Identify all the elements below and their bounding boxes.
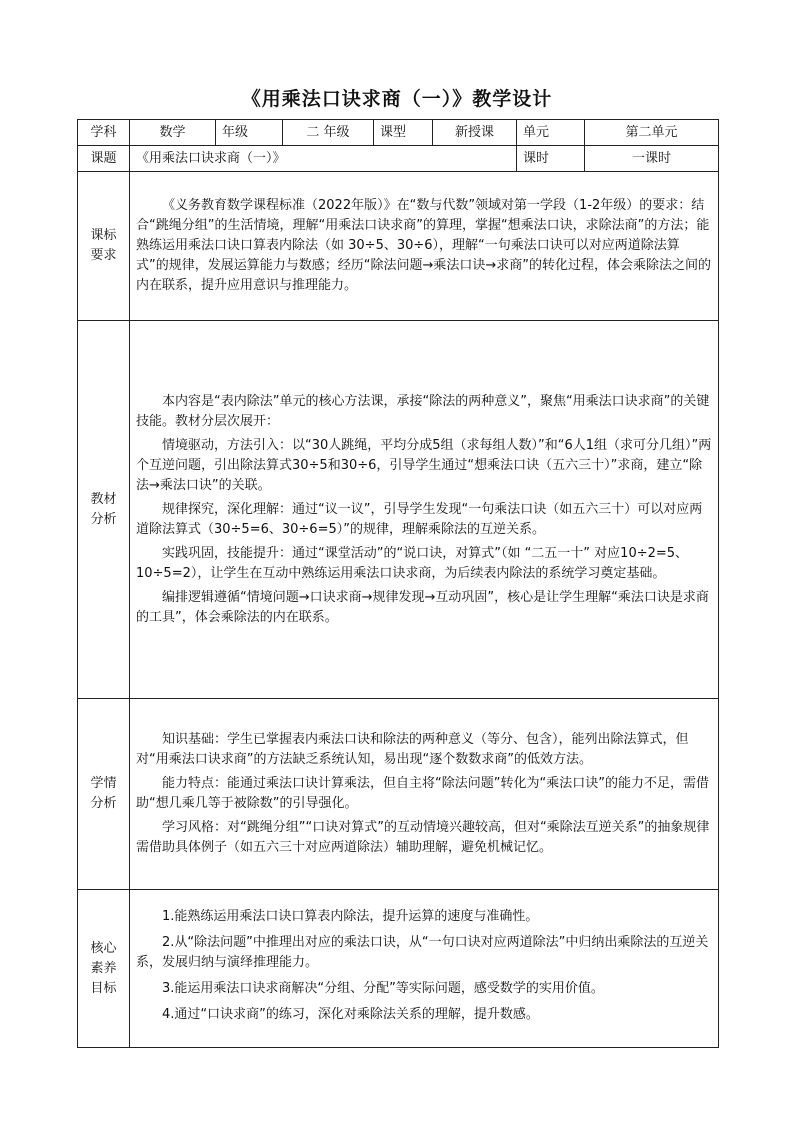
section-textbook [78,321,719,699]
paragraph: 规律探究，深化理解：通过“议一议”，引导学生发现“一句乘法口诀（如五六三十）可以对应两道除法算式（30÷5=6、30÷6=5）”的规律，理解乘除法的互逆关系。 [136,501,703,537]
grade-label: 年级 [216,120,283,146]
section-body [130,699,719,890]
header-row [78,120,719,146]
list-item: 1.能熟练运用乘法口诀口算表内除法，提升运算的速度与准确性。 [162,908,539,924]
topic-row [78,146,719,172]
section-students [78,699,719,890]
section-body [130,172,719,321]
paragraph: 能力特点：能通过乘法口诀计算乘法，但自主将“除法问题”转化为“乘法口诀”的能力不足，需借助“想几乘几等于被除数”的引导强化。 [136,776,709,811]
paragraph: 情境驱动，方法引入：以“30人跳绳，平均分成5组（求每组人数）”和“6人1组（求可分几组）”两个互逆问题，引出除法算式30÷5和30÷6，引导学生通过“想乘法口诀（五六三十）”求商，建立“除法→乘法口诀”的关联。 [136,437,712,493]
paragraph: 学习风格：对“跳绳分组”“口诀对算式”的互动情境兴趣较高，但对“乘除法互逆关系”的抽象规律需借助具体例子（如五六三十对应两道除法）辅助理解，避免机械记忆。 [136,820,710,855]
list-item: 3.能运用乘法口诀求商解决“分组、分配”等实际问题，感受数学的实用价值。 [162,980,604,996]
section-label: 学情 分析 [78,699,130,890]
section-body [130,890,719,1048]
grade-value: 二 年级 [283,120,374,146]
lesson-plan-table [77,119,719,1048]
paragraph: 《义务教育数学课程标准（2022年版）》在“数与代数”领域对第一学段（1-2年级）的要求：结合“跳绳分组”的生活情境，理解“用乘法口诀求商”的算理，掌握“想乘法口诀，求除法商”的方法；能熟练运用乘法口诀口算表内除法（如 30÷5、30÷6），理解“一句乘法口诀可以对应两道除法算式”的规律，发展运算能力与数感；经历“除法问题→乘法口诀→求商”的转化过程，体会乘除法之间的内在联系，提升应用意识与推理能力。 [136,198,711,293]
paragraph: 编排逻辑遵循“情境问题→口诀求商→规律发现→互动巩固”，核心是让学生理解“乘法口诀是求商的工具”，体会乘除法的内在联系。 [136,589,709,625]
subject-value: 数学 [130,120,216,146]
page-title: 《用乘法口诀求商（一）》教学设计 [241,88,553,110]
section-label: 课标 要求 [78,172,130,321]
paragraph: 知识基础：学生已掌握表内乘法口诀和除法的两种意义（等分、包含），能列出除法算式，但对“用乘法口诀求商”的方法缺乏系统认知，易出现“逐个数数求商”的低效方法。 [136,732,689,767]
list-item: 2.从“除法问题”中推理出对应的乘法口诀，从“一句口诀对应两道除法”中归纳出乘除法的互逆关系，发展归纳与演绎推理能力。 [136,934,709,970]
paragraph: 实践巩固，技能提升：通过“课堂活动”的“说口诀，对算式”（如 “二五一十” 对应10÷2=5、10÷5=2），让学生在互动中熟练运用乘法口诀求商，为后续表内除法的系统学习奠定基础。 [136,545,689,581]
unit-value: 第二单元 [585,120,719,146]
section-label: 教材 分析 [78,321,130,699]
hours-value: 一课时 [585,146,719,172]
type-label: 课型 [374,120,433,146]
section-curriculum [78,172,719,321]
section-label: 核心 素养 目标 [78,890,130,1048]
subject-label: 学科 [78,120,130,146]
type-value: 新授课 [433,120,517,146]
paragraph: 本内容是“表内除法”单元的核心方法课，承接“除法的两种意义”，聚焦“用乘法口诀求商”的关键技能。教材分层次展开： [136,393,710,429]
unit-label: 单元 [517,120,585,146]
section-body [130,321,719,699]
hours-label: 课时 [517,146,585,172]
list-item: 4.通过“口诀求商”的练习，深化对乘除法关系的理解，提升数感。 [162,1006,539,1022]
section-goals [78,890,719,1048]
topic-value: 《用乘法口诀求商（一）》 [130,146,517,172]
topic-label: 课题 [78,146,130,172]
